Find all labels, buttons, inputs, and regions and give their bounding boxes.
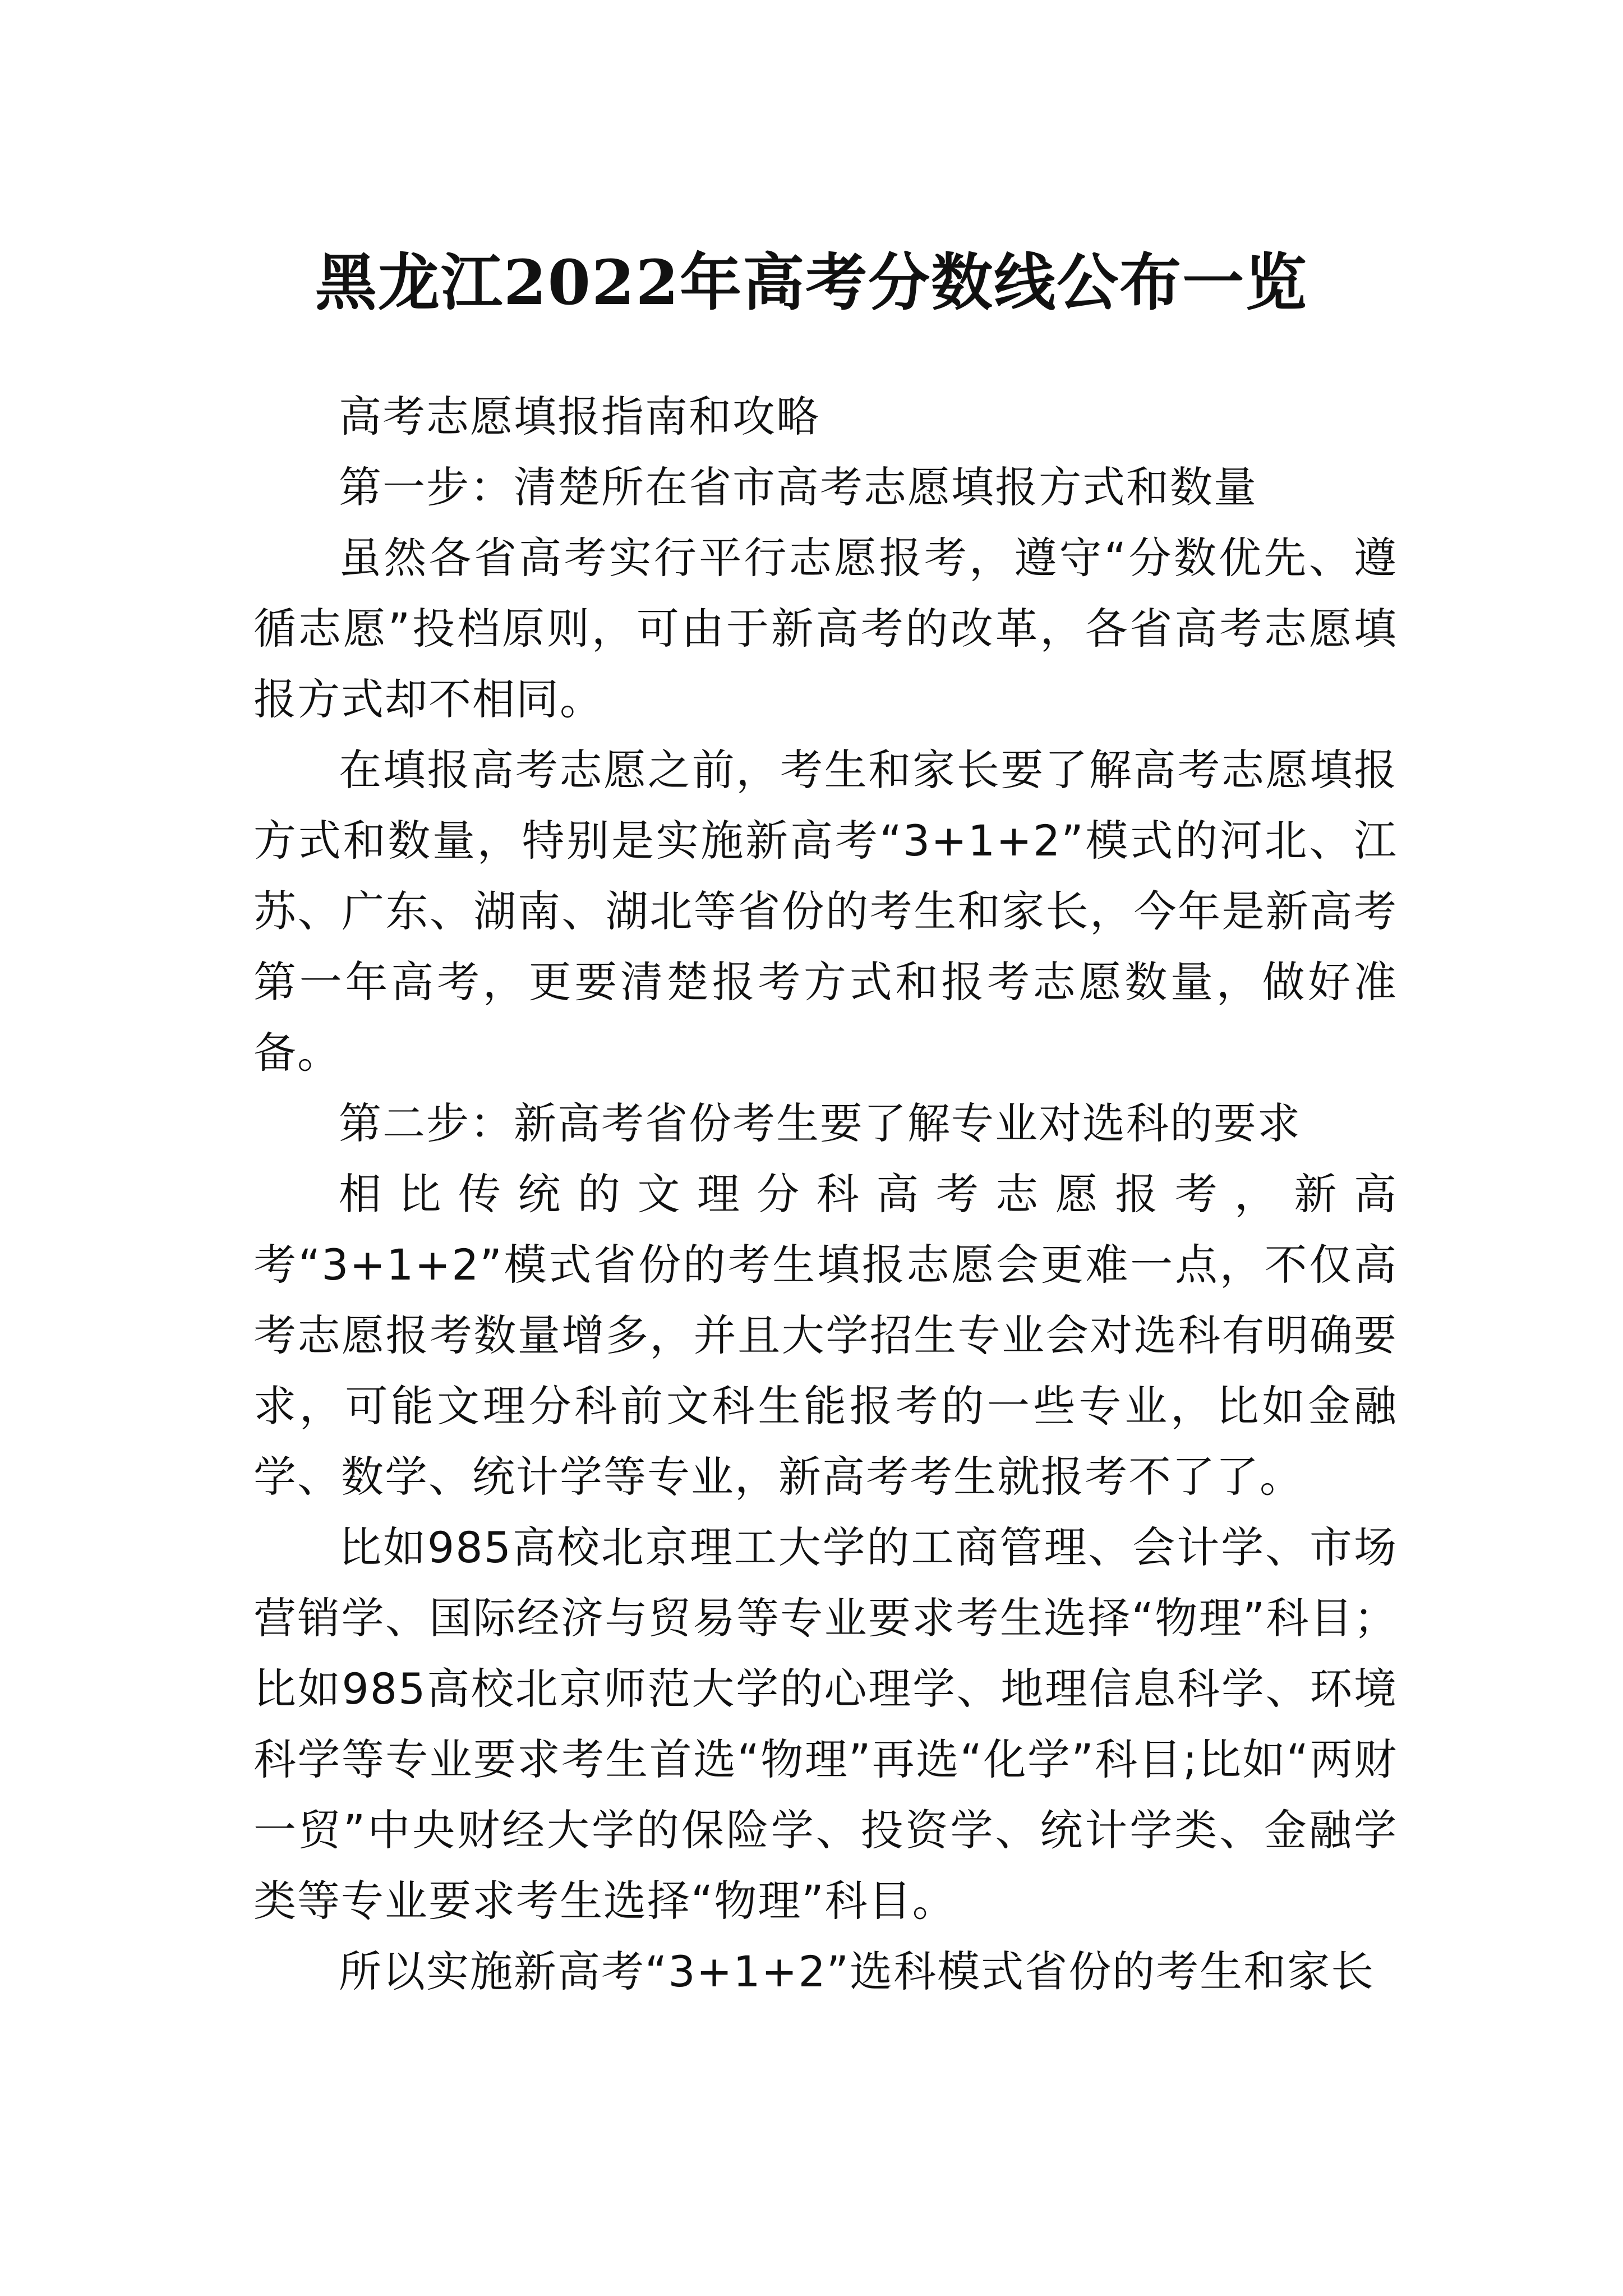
- document-body: [253, 381, 1398, 2007]
- paragraph-parallel-volunteer: 虽然各省高考实行平行志愿报考，遵守“分数优先、遵循志愿”投档原则，可由于新高考的改革，各省高考志愿填报方式却不相同。: [253, 533, 1398, 724]
- document-title: 黑龙江2022年高考分数线公布一览: [315, 246, 1308, 319]
- paragraph-conclusion-start: 所以实施新高考“3+1+2”选科模式省份的考生和家长: [339, 1947, 1375, 1996]
- paragraph-step-one: 第一步：清楚所在省市高考志愿填报方式和数量: [339, 462, 1257, 512]
- paragraph-before-filling: 在填报高考志愿之前，考生和家长要了解高考志愿填报方式和数量，特别是实施新高考“3+1+2”模式的河北、江苏、广东、湖南、湖北等省份的考生和家长，今年是新高考第一年高考，更要清楚报考方式和报考志愿数量，做好准备。: [253, 745, 1398, 1078]
- paragraph-step-two: 第二步：新高考省份考生要了解专业对选科的要求: [339, 1098, 1301, 1148]
- paragraph-guide-heading: 高考志愿填报指南和攻略: [339, 392, 820, 441]
- paragraph-new-gaokao-comparison: 相比传统的文理分科高考志愿报考，新高考“3+1+2”模式省份的考生填报志愿会更难一点，不仅高考志愿报考数量增多，并且大学招生专业会对选科有明确要求，可能文理分科前文科生能报考的一些专业，比如金融学、数学、统计学等专业，新高考考生就报考不了了。: [253, 1169, 1398, 1502]
- paragraph-university-examples: 比如985高校北京理工大学的工商管理、会计学、市场营销学、国际经济与贸易等专业要求考生选择“物理”科目；比如985高校北京师范大学的心理学、地理信息科学、环境科学等专业要求考生首选“物理”再选“化学”科目;比如“两财一贸”中央财经大学的保险学、投资学、统计学类、金融学类等专业要求考生选择“物理”科目。: [253, 1522, 1398, 1926]
